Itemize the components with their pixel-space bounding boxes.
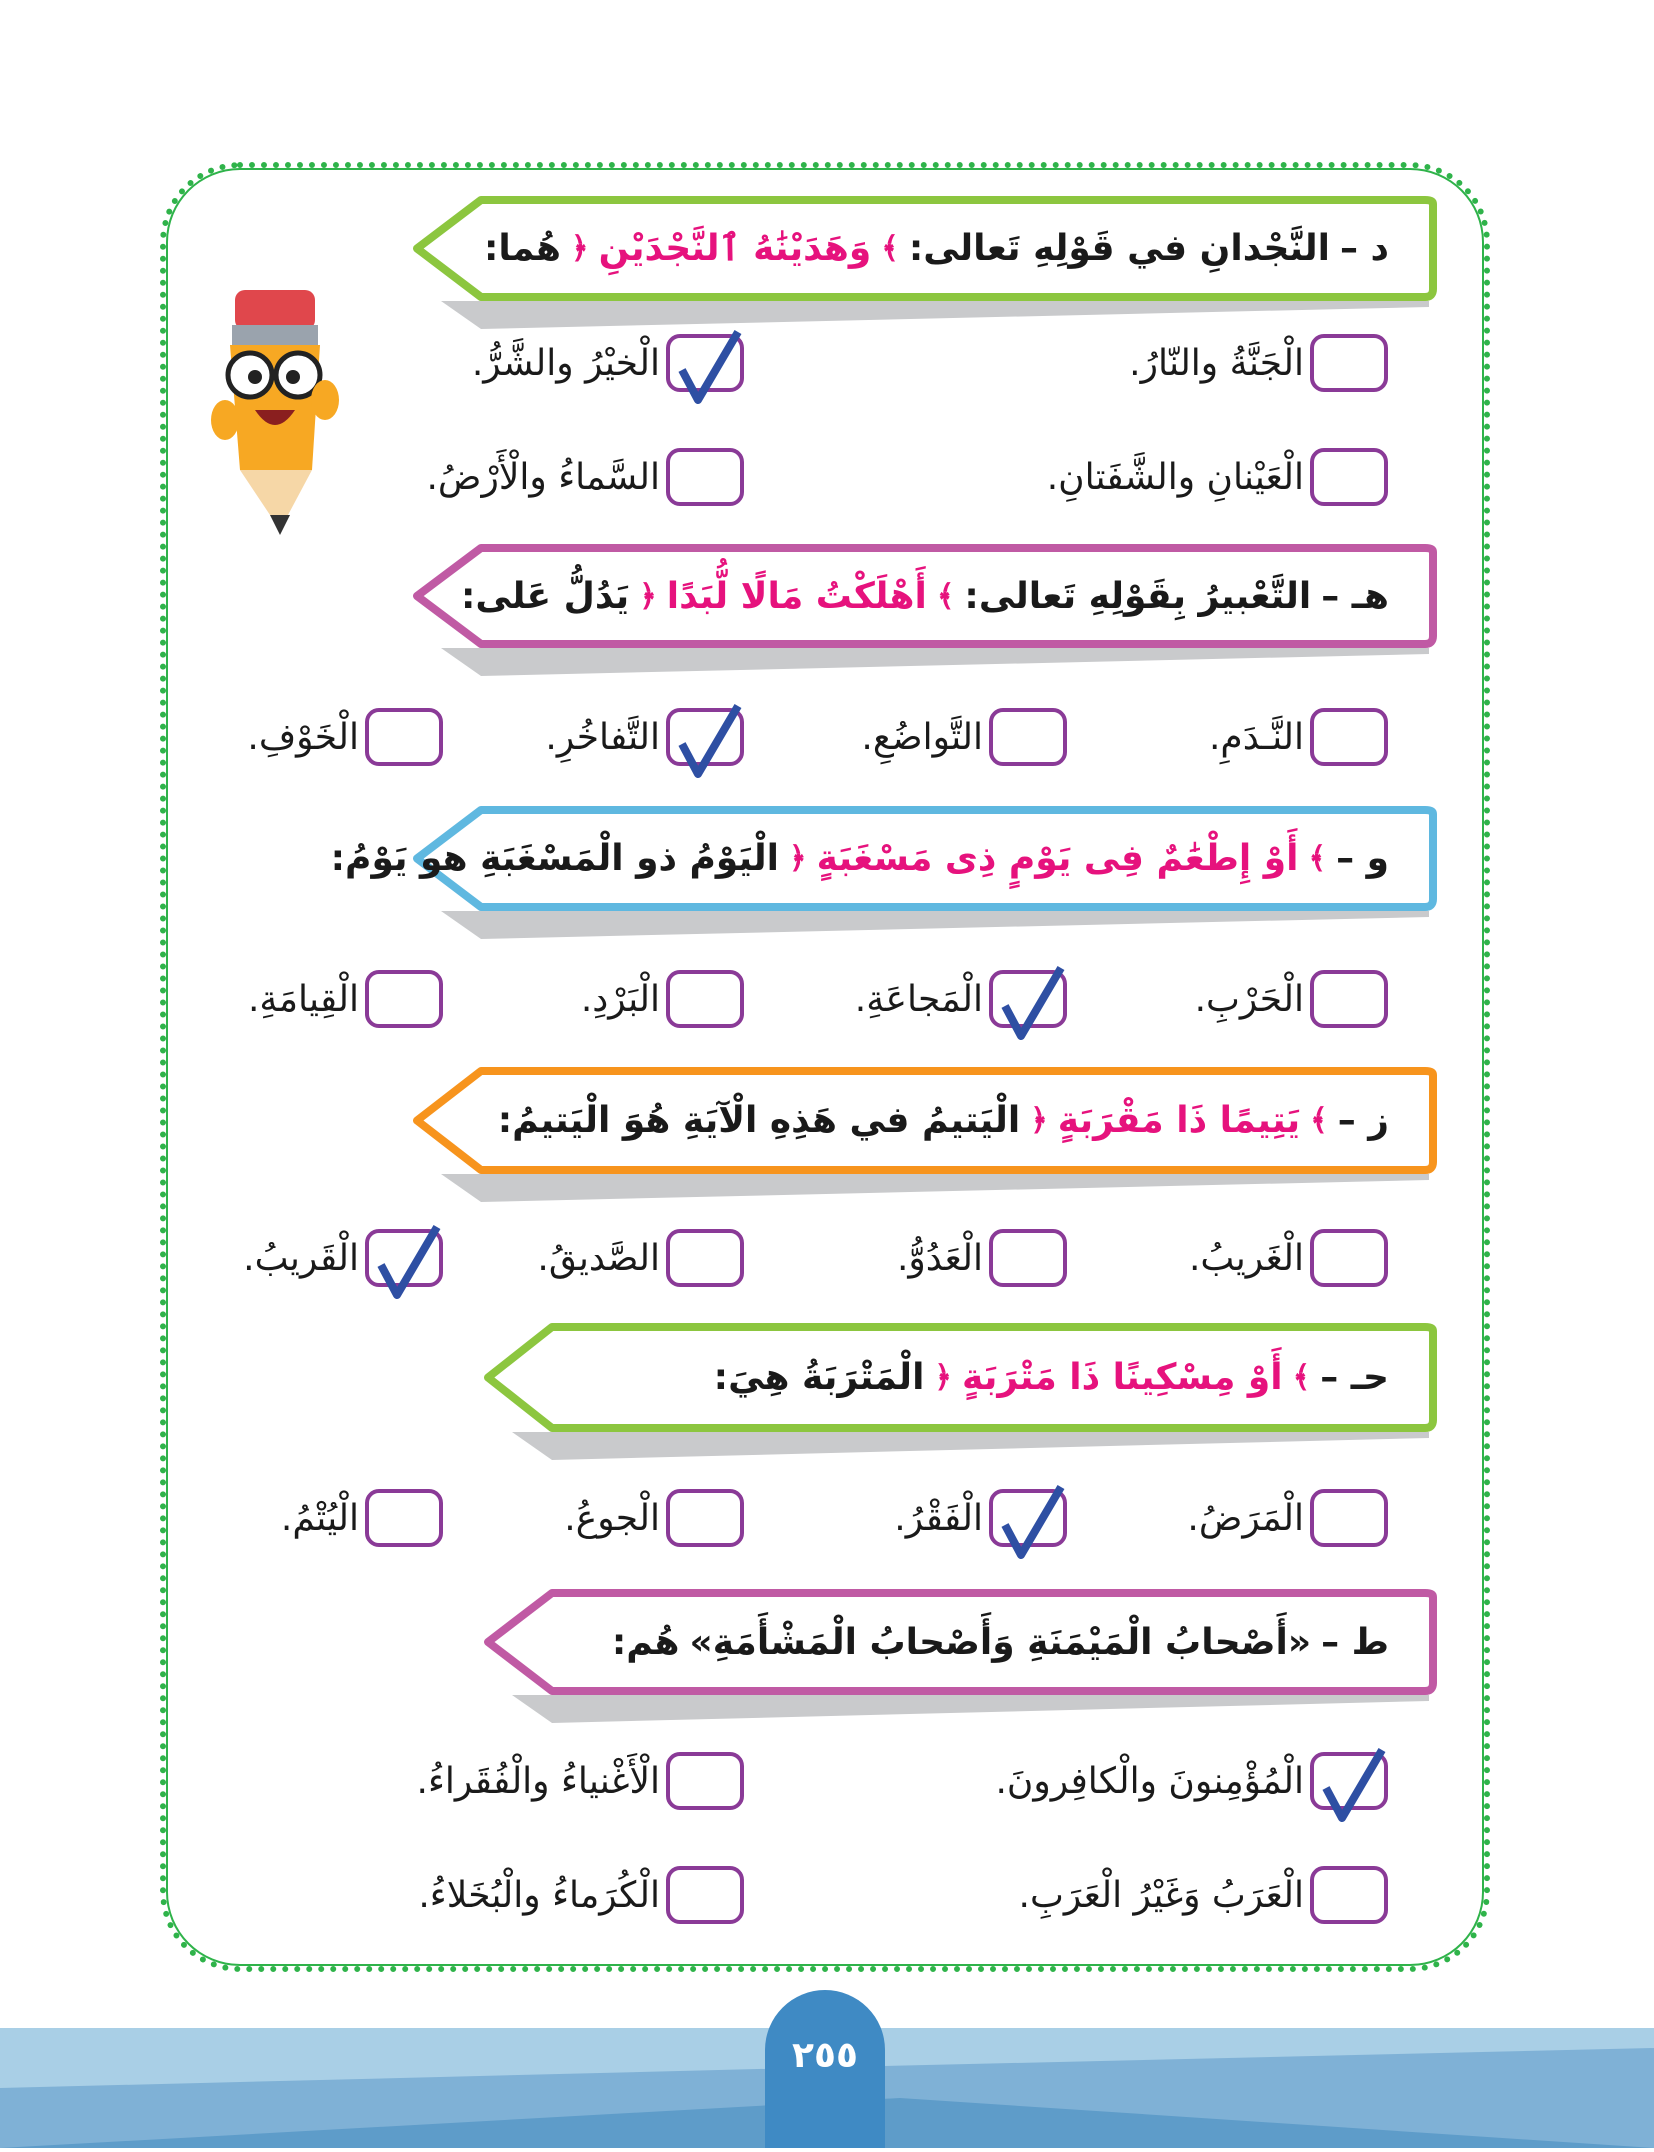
answer-option[interactable] <box>855 970 1067 1028</box>
answer-label: الْخَوْفِ. <box>247 716 359 758</box>
quran-verse: أَوْ إِطْعَٰمٌ فِى يَوْمٍ ذِى مَسْغَبَةٍ <box>816 838 1299 879</box>
answer-checkbox[interactable] <box>1310 334 1388 392</box>
answer-label: الْعَرَبُ وَغَيْرُ الْعَرَبِ. <box>1018 1874 1304 1916</box>
quran-verse: يَتِيمًا ذَا مَقْرَبَةٍ <box>1057 1100 1301 1141</box>
question-letter: و – <box>1336 838 1389 879</box>
answer-option[interactable] <box>281 1489 443 1547</box>
answer-checkbox[interactable] <box>666 1752 744 1810</box>
question-prefix: التَّعْبيرُ بِقَوْلِهِ تَعالى: <box>964 575 1312 617</box>
answer-checkbox[interactable] <box>666 334 744 392</box>
answer-label: السَّماءُ والْأَرْضُ. <box>426 456 660 498</box>
answer-label: الْكُرَماءُ والْبُخَلاءُ. <box>418 1874 660 1916</box>
question-suffix: الْيَتيمُ في هَذِهِ الْآيَةِ هُوَ الْيَتيمُ: <box>497 1100 1021 1141</box>
page-number: ٢٥٥ <box>765 1990 885 2148</box>
question-banner <box>411 1067 1439 1174</box>
answer-option[interactable] <box>243 1229 443 1287</box>
answer-label: الْمَجاعَةِ. <box>854 978 983 1020</box>
question-banner <box>482 1323 1439 1432</box>
question-suffix: الْيَوْمُ ذو الْمَسْغَبَةِ هو يَوْمُ: <box>330 838 780 879</box>
question-prefix: النَّجْدانِ في قَوْلِهِ تَعالى: <box>908 228 1330 269</box>
answer-option[interactable] <box>472 334 744 392</box>
answer-checkbox[interactable] <box>666 970 744 1028</box>
answer-label: الْعَيْنانِ والشَّفَتانِ. <box>1046 456 1304 498</box>
answer-label: الْبَرْدِ. <box>580 978 660 1020</box>
question-banner <box>411 196 1439 301</box>
answer-label: الْمُؤْمِنونَ والْكافِرونَ. <box>995 1760 1304 1802</box>
answer-option[interactable] <box>1047 448 1388 506</box>
quran-verse: أَهْلَكْتُ مَالًا لُّبَدًا <box>666 575 927 617</box>
answer-option[interactable] <box>1189 1229 1388 1287</box>
answer-option[interactable] <box>897 1229 1067 1287</box>
question-prefix: «أَصْحابُ الْمَيْمَنَةِ وَأَصْحابُ الْمَشْأَمَةِ» <box>689 1621 1312 1663</box>
answer-option[interactable] <box>426 448 744 506</box>
answer-label: الْقَريبُ. <box>243 1237 359 1279</box>
answer-label: الْجوعُ. <box>564 1497 660 1539</box>
answer-option[interactable] <box>581 970 744 1028</box>
answer-checkbox[interactable] <box>1310 1752 1388 1810</box>
answer-label: الْقِيامَةِ. <box>247 978 359 1020</box>
answer-checkbox[interactable] <box>666 708 744 766</box>
answer-option[interactable] <box>1019 1866 1388 1924</box>
answer-checkbox[interactable] <box>365 970 443 1028</box>
question-text <box>461 544 1389 648</box>
answer-label: الْيُتْمُ. <box>280 1497 359 1539</box>
quran-verse: وَهَدَيْنَٰهُ ٱلنَّجْدَيْنِ <box>598 228 872 269</box>
answer-checkbox[interactable] <box>989 708 1067 766</box>
answer-option[interactable] <box>248 970 443 1028</box>
ornament-open: ﴾ <box>1292 1360 1311 1395</box>
answer-checkbox[interactable] <box>1310 1866 1388 1924</box>
answer-checkbox[interactable] <box>1310 970 1388 1028</box>
question-text <box>331 806 1389 911</box>
answer-label: الصَّديقُ. <box>537 1237 660 1279</box>
answer-checkbox[interactable] <box>1310 448 1388 506</box>
answer-option[interactable] <box>418 1866 744 1924</box>
answer-checkbox[interactable] <box>1310 1229 1388 1287</box>
ornament-close: ﴿ <box>934 1360 952 1395</box>
question-banner <box>411 544 1439 648</box>
answer-option[interactable] <box>1209 708 1388 766</box>
answer-checkbox[interactable] <box>365 708 443 766</box>
answer-checkbox[interactable] <box>365 1489 443 1547</box>
answer-option[interactable] <box>995 1752 1388 1810</box>
ornament-open: ﴾ <box>936 578 955 614</box>
answer-checkbox[interactable] <box>666 448 744 506</box>
answer-checkbox[interactable] <box>989 1229 1067 1287</box>
question-text <box>714 1323 1389 1432</box>
ornament-close: ﴿ <box>1030 1103 1048 1138</box>
answer-checkbox[interactable] <box>1310 708 1388 766</box>
ornament-open: ﴾ <box>881 231 899 266</box>
answer-label: الْمَرَضُ. <box>1187 1497 1304 1539</box>
answer-label: الْأَغْنياءُ والْفُقَراءُ. <box>416 1760 660 1802</box>
answer-label: الْغَريبُ. <box>1188 1237 1304 1279</box>
answer-checkbox[interactable] <box>989 970 1067 1028</box>
answer-option[interactable] <box>545 708 744 766</box>
answer-option[interactable] <box>417 1752 744 1810</box>
answer-label: النَّـدَمِ. <box>1208 716 1304 758</box>
question-suffix: يَدُلُّ عَلى: <box>461 575 630 617</box>
answer-checkbox[interactable] <box>1310 1489 1388 1547</box>
answer-label: الْفَقْرُ. <box>894 1497 983 1539</box>
answer-option[interactable] <box>894 1489 1067 1547</box>
ornament-close: ﴿ <box>639 578 657 614</box>
answer-option[interactable] <box>564 1489 744 1547</box>
question-letter: د – <box>1339 228 1389 269</box>
question-suffix: هُما: <box>484 228 562 269</box>
ornament-close: ﴿ <box>571 231 589 266</box>
question-banner <box>482 1589 1439 1695</box>
answer-label: التَّواضُعِ. <box>861 716 983 758</box>
ornament-open: ﴾ <box>1308 841 1327 876</box>
answer-checkbox[interactable] <box>666 1229 744 1287</box>
answer-option[interactable] <box>1187 1489 1388 1547</box>
answer-label: الْعَدُوُّ. <box>896 1237 983 1279</box>
question-text <box>498 1067 1389 1174</box>
question-text <box>612 1589 1389 1695</box>
answer-label: الْجَنَّةُ والنّارُ. <box>1129 342 1304 384</box>
question-suffix: الْمَتْرَبَةُ هِيَ: <box>713 1357 925 1398</box>
answer-label: الْخيْرُ والشَّرُّ. <box>471 342 660 384</box>
question-banner <box>330 806 1439 911</box>
answer-label: الْحَرْبِ. <box>1194 978 1304 1020</box>
ornament-close: ﴿ <box>789 841 807 876</box>
answer-option[interactable] <box>247 708 443 766</box>
ornament-open: ﴾ <box>1310 1103 1328 1138</box>
answer-option[interactable] <box>537 1229 744 1287</box>
answer-option[interactable] <box>861 708 1067 766</box>
answer-checkbox[interactable] <box>666 1866 744 1924</box>
question-letter: حـ – <box>1320 1357 1389 1398</box>
question-suffix: هُم: <box>611 1621 680 1663</box>
question-letter: ز – <box>1337 1100 1389 1141</box>
question-letter: هـ – <box>1321 575 1389 617</box>
quran-verse: أَوْ مِسْكِينًا ذَا مَتْرَبَةٍ <box>962 1357 1283 1398</box>
pencil-mascot-illustration <box>200 280 340 544</box>
question-letter: ط – <box>1321 1621 1389 1663</box>
answer-checkbox[interactable] <box>989 1489 1067 1547</box>
answer-label: التَّفاخُرِ. <box>545 716 660 758</box>
answer-checkbox[interactable] <box>666 1489 744 1547</box>
answer-option[interactable] <box>1129 334 1388 392</box>
question-text <box>484 196 1389 301</box>
answer-option[interactable] <box>1195 970 1388 1028</box>
answer-checkbox[interactable] <box>365 1229 443 1287</box>
